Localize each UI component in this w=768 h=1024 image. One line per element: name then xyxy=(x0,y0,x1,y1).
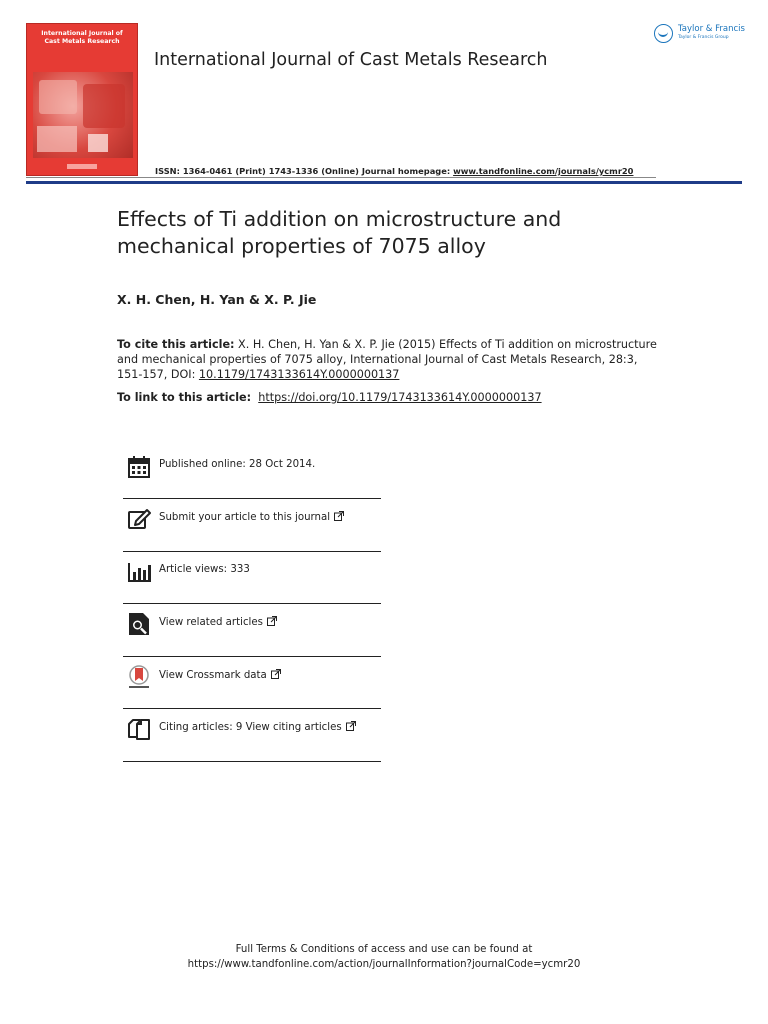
article-link-line xyxy=(117,391,542,404)
issn-text: ISSN: 1364-0461 (Print) 1743-1336 (Online) Journal homepage: xyxy=(155,166,454,176)
cover-title: International Journal of Cast Metals Research xyxy=(41,30,123,45)
related-articles-item[interactable] xyxy=(123,604,381,657)
cite-doi-link[interactable]: 10.1179/1743133614Y.0000000137 xyxy=(198,368,400,381)
crossmark-item[interactable] xyxy=(123,657,381,710)
citation-block xyxy=(117,337,657,382)
article-views-text: Article views: 333 xyxy=(159,563,250,575)
link-label: To link to this article: xyxy=(117,391,252,404)
external-link-icon xyxy=(334,511,344,524)
citing-articles-item[interactable] xyxy=(123,709,381,762)
external-link-icon xyxy=(271,669,281,682)
terms-text: Full Terms & Conditions of access and use can be found at xyxy=(235,944,533,955)
article-title: Effects of Ti addition on microstructure and mechanical properties of 7075 alloy xyxy=(117,207,562,258)
article-doi-link[interactable]: https://doi.org/10.1179/1743133614Y.0000000137 xyxy=(258,391,542,404)
terms-footer xyxy=(0,942,768,972)
terms-link[interactable]: https://www.tandfonline.com/action/journalInformation?journalCode=ycmr20 xyxy=(187,959,581,970)
citing-articles-link[interactable]: Citing articles: 9 View citing articles xyxy=(159,721,356,734)
related-articles-link[interactable]: View related articles xyxy=(159,616,277,629)
publisher-logo[interactable] xyxy=(654,22,744,48)
cite-label: To cite this article: xyxy=(117,338,235,351)
journal-homepage-link[interactable]: www.tandfonline.com/journals/ycmr20 xyxy=(453,166,634,176)
header-divider xyxy=(26,181,742,184)
copy-icon xyxy=(127,717,151,741)
publisher-logo-icon xyxy=(654,24,673,43)
publisher-name: Taylor & Francis xyxy=(678,24,745,34)
cite-text: X. H. Chen, H. Yan & X. P. Jie (2015) Effects of Ti addition on microstructure and mechanical properties of 7075 alloy, International Journal of Cast Metals Research, 28:3, 151-157, DOI: xyxy=(117,338,657,381)
bar-chart-icon xyxy=(127,560,151,584)
publisher-group: Taylor & Francis Group xyxy=(678,35,729,40)
external-link-icon xyxy=(346,721,356,734)
submit-article-item[interactable] xyxy=(123,499,381,552)
cover-photo xyxy=(33,72,133,158)
issn-line xyxy=(155,166,633,176)
crossmark-icon xyxy=(127,665,151,689)
journal-title: International Journal of Cast Metals Research xyxy=(154,50,548,70)
article-actions-list xyxy=(123,447,381,762)
journal-cover-image xyxy=(26,23,138,176)
edit-icon xyxy=(127,507,151,531)
published-online-item xyxy=(123,447,381,499)
external-link-icon xyxy=(267,616,277,629)
article-authors: X. H. Chen, H. Yan & X. P. Jie xyxy=(117,292,317,307)
header-divider-thin xyxy=(26,177,656,178)
calendar-icon xyxy=(127,455,151,479)
search-document-icon xyxy=(127,612,151,636)
submit-article-link[interactable]: Submit your article to this journal xyxy=(159,511,344,524)
crossmark-link[interactable]: View Crossmark data xyxy=(159,669,281,682)
published-online-text: Published online: 28 Oct 2014. xyxy=(159,459,316,470)
article-views-item xyxy=(123,552,381,605)
